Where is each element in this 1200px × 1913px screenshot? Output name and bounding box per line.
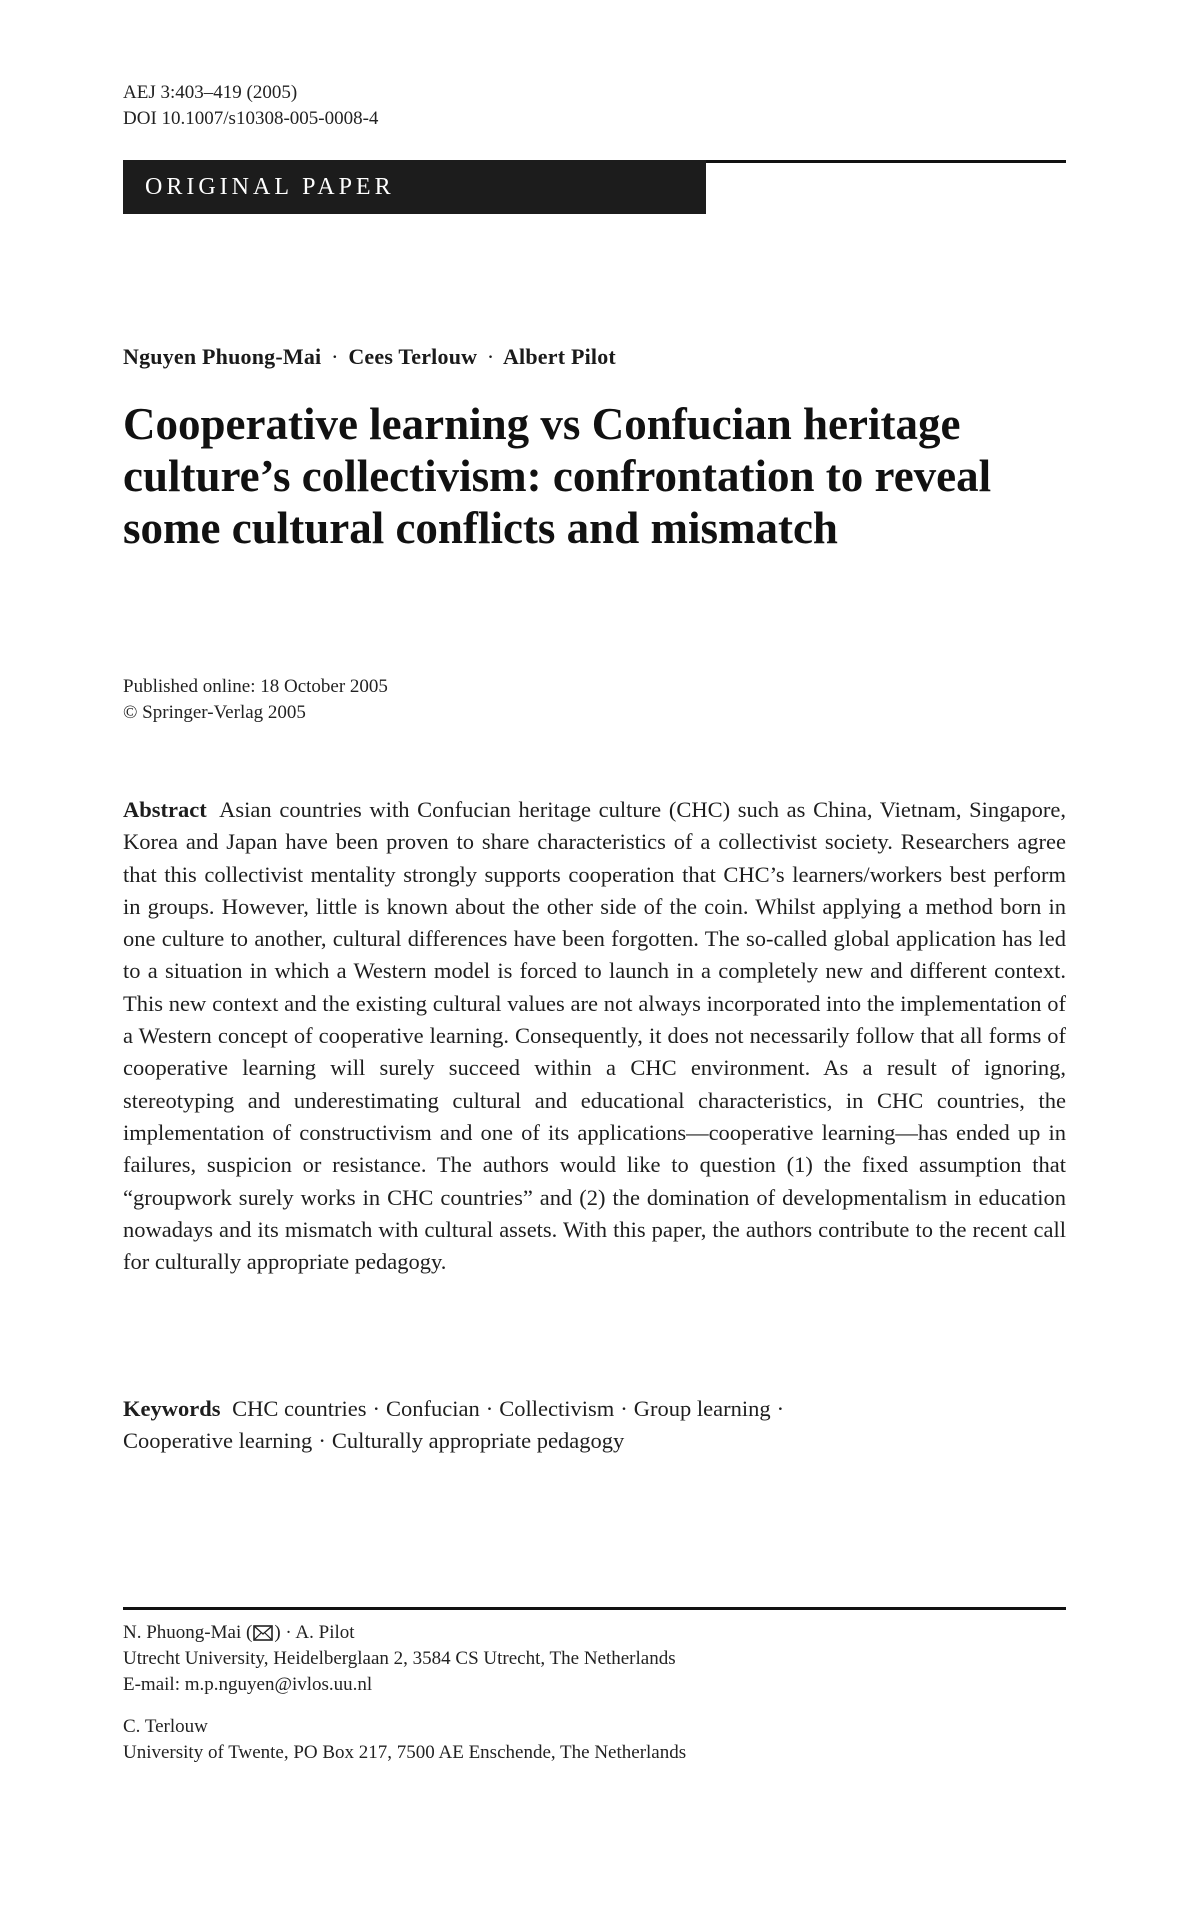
keyword-separator: ·: [776, 1396, 785, 1421]
author-name: Cees Terlouw: [348, 344, 478, 369]
envelope-icon: [253, 1625, 273, 1641]
affiliation-address: University of Twente, PO Box 217, 7500 AE Enschende, The Netherlands: [123, 1742, 687, 1763]
keyword-separator: ·: [318, 1428, 326, 1453]
article-type-label: ORIGINAL PAPER: [145, 173, 395, 200]
abstract-label: Abstract: [123, 797, 207, 822]
abstract: [123, 794, 1066, 1278]
author-list: [123, 344, 616, 370]
author-name: Albert Pilot: [502, 344, 616, 369]
keywords: [123, 1393, 1066, 1457]
author-name: Nguyen Phuong-Mai: [123, 344, 322, 369]
author-separator: ·: [331, 344, 339, 369]
contact-email: E-mail: m.p.nguyen@ivlos.uu.nl: [123, 1674, 373, 1695]
keywords-label: Keywords: [123, 1396, 221, 1421]
paper-title: Cooperative learning vs Confucian heritage culture’s collectivism: confrontation to reveal some cultural conflicts and mismatch: [123, 399, 992, 553]
keyword: Group learning: [633, 1396, 771, 1421]
affiliation-names: N. Phuong-Mai ( ) · A. Pilot: [123, 1622, 355, 1643]
keyword: Culturally appropriate pedagogy: [331, 1428, 625, 1453]
keyword: Collectivism: [499, 1396, 615, 1421]
keyword-separator: ·: [485, 1396, 494, 1421]
affiliation-utrecht: [123, 1620, 1066, 1698]
publication-info: [123, 674, 388, 726]
abstract-text: Asian countries with Confucian heritage culture (CHC) such as China, Vietnam, Singapore, Korea and Japan have been proven to share characteristics of a collectivist society. Researchers agree that this collectivist mentality strongly supports cooperation that CHC’s learners/workers best perform in groups. However, little is known about the other side of the coin. Whilst applying a method born in one culture to another, cultural differences have been forgotten. The so-called global application has led to a situation in which a Western model is forced to launch in a completely new and different context. This new context and the existing cultural values are not always incorporated into the implementation of a Western concept of cooperative learning. Consequently, it does not necessarily follow that all forms of cooperative learning will surely succeed within a CHC environment. As a result of ignoring, stereotyping and underestimating cultural and educational characteristics, in CHC countries, the implementation of constructivism and one of its applications—cooperative learning—has ended up in failures, suspicion or resistance. The authors would like to question (1) the fixed assumption that “groupwork surely works in CHC countries” and (2) the domination of developmentalism in education nowadays and its mismatch with cultural assets. With this paper, the authors contribute to the recent call for culturally appropriate pedagogy.: [123, 797, 1066, 1275]
published-online-date: Published online: 18 October 2005: [123, 676, 388, 697]
keyword: CHC countries: [232, 1396, 367, 1421]
keyword-separator: ·: [372, 1396, 380, 1421]
author-separator: ·: [486, 344, 495, 369]
keyword-separator: ·: [620, 1396, 628, 1421]
doi: DOI 10.1007/s10308-005-0008-4: [123, 108, 379, 129]
journal-reference: [123, 80, 378, 132]
keyword: Cooperative learning: [123, 1428, 313, 1453]
affiliation-twente: [123, 1714, 1066, 1766]
keyword: Confucian: [386, 1396, 480, 1421]
affiliation-names: C. Terlouw: [123, 1716, 208, 1737]
copyright-notice: © Springer-Verlag 2005: [123, 702, 306, 723]
article-type-banner: [123, 160, 706, 214]
journal-citation: AEJ 3:403–419 (2005): [123, 82, 298, 103]
footnote-rule: [123, 1607, 1066, 1610]
affiliation-address: Utrecht University, Heidelberglaan 2, 3584 CS Utrecht, The Netherlands: [123, 1648, 676, 1669]
